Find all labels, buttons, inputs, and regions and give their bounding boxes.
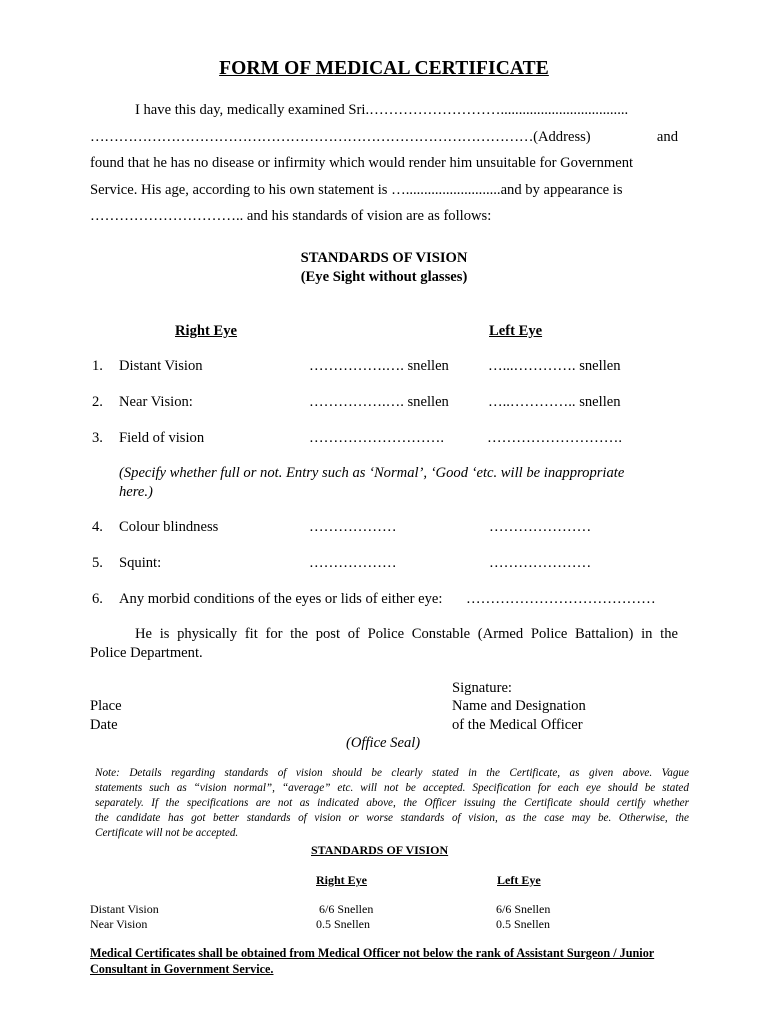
standards-row-right: 6/6 Snellen bbox=[319, 902, 374, 916]
document-title: FORM OF MEDICAL CERTIFICATE bbox=[219, 58, 549, 79]
standards-row-left: 0.5 Snellen bbox=[496, 917, 550, 931]
item-label: Near Vision: bbox=[119, 394, 193, 410]
standards-row-label: Near Vision bbox=[90, 917, 148, 931]
specify-note-line-2: here.) bbox=[119, 484, 153, 500]
item-number: 1. bbox=[92, 358, 103, 374]
place-label: Place bbox=[90, 698, 122, 714]
item-label: Field of vision bbox=[119, 430, 205, 446]
note-line-4: the candidate has got better standards of vision or worse standards of vision, as the case may be. Otherwise, the bbox=[95, 812, 689, 825]
item-label: Squint: bbox=[119, 555, 162, 571]
intro-and: and bbox=[656, 128, 678, 145]
right-eye-field: ………………………. bbox=[309, 430, 444, 446]
note-line-3: separately. If the specifications are not as indicated above, the Officer issuing the Certificate should certify whether bbox=[95, 797, 689, 810]
name-designation-label: Name and Designation bbox=[452, 698, 586, 714]
standards-left-eye-header: Left Eye bbox=[497, 873, 541, 887]
specify-note-line-1: (Specify whether full or not. Entry such as ‘Normal’, ‘Good ‘etc. will be inappropriate bbox=[119, 465, 625, 481]
morbid-conditions-field: ………………………………… bbox=[466, 591, 656, 607]
item-number: 4. bbox=[92, 519, 103, 535]
standards-row-label: Distant Vision bbox=[90, 902, 159, 916]
left-eye-field: ………………… bbox=[489, 519, 592, 535]
item-number: 5. bbox=[92, 555, 103, 571]
standards-table-heading: STANDARDS OF VISION bbox=[311, 843, 449, 857]
item-label: Colour blindness bbox=[119, 519, 219, 535]
item-number: 6. bbox=[92, 591, 103, 607]
fitness-line-1: He is physically fit for the post of Police Constable (Armed Police Battalion) in the bbox=[135, 626, 678, 642]
intro-line-1: I have this day, medically examined Sri.………………………................................... bbox=[135, 102, 629, 118]
item-label: Any morbid conditions of the eyes or lids of either eye: bbox=[119, 591, 443, 607]
note-line-5: Certificate will not be accepted. bbox=[95, 827, 239, 840]
intro-line-5: ………………………….. and his standards of vision are as follows: bbox=[90, 208, 492, 224]
standards-row-left: 6/6 Snellen bbox=[496, 902, 551, 916]
medical-officer-label: of the Medical Officer bbox=[452, 717, 583, 733]
item-label: Distant Vision bbox=[119, 358, 203, 374]
vision-heading: STANDARDS OF VISION bbox=[300, 250, 468, 266]
intro-line-2 bbox=[90, 124, 678, 151]
address-label: (Address) bbox=[533, 128, 591, 145]
final-requirement-note: Medical Certificates shall be obtained from Medical Officer not below the rank of Assistant Surgeon / Junior Consultant in Government Service. bbox=[90, 946, 655, 976]
left-eye-field: …..………….. snellen bbox=[488, 394, 621, 410]
left-eye-field: …...…………. snellen bbox=[488, 358, 621, 374]
date-label: Date bbox=[90, 717, 118, 733]
fitness-line-2: Police Department. bbox=[90, 645, 203, 661]
vision-standards-note bbox=[95, 766, 689, 841]
address-blank: ………………………………………………………………………………… bbox=[90, 128, 534, 145]
standards-right-eye-header: Right Eye bbox=[316, 873, 367, 887]
right-eye-field: ……………… bbox=[309, 519, 397, 535]
right-eye-header: Right Eye bbox=[175, 323, 238, 339]
right-eye-field: …………….…. snellen bbox=[309, 358, 449, 374]
intro-line-3: found that he has no disease or infirmity which would render him unsuitable for Government bbox=[90, 155, 634, 171]
right-eye-field: ……………… bbox=[309, 555, 397, 571]
note-line-2: statements such as “vision normal”, “average” etc. will not be accepted. Specification for each eye should be stated bbox=[95, 782, 689, 795]
note-line-1: Note: Details regarding standards of vision should be clearly stated in the Certificate, as given above. Vague bbox=[95, 767, 689, 779]
office-seal-label: (Office Seal) bbox=[346, 735, 421, 751]
vision-subheading: (Eye Sight without glasses) bbox=[300, 269, 468, 285]
right-eye-field: …………….…. snellen bbox=[309, 394, 449, 410]
intro-line-4: Service. His age, according to his own statement is …..........................and by appearance is bbox=[90, 181, 623, 198]
item-number: 2. bbox=[92, 394, 103, 410]
signature-label: Signature: bbox=[452, 680, 512, 696]
left-eye-field: ………………………. bbox=[487, 430, 622, 446]
left-eye-field: ………………… bbox=[489, 555, 592, 571]
standards-row-right: 0.5 Snellen bbox=[316, 917, 370, 931]
left-eye-header: Left Eye bbox=[489, 323, 543, 339]
item-number: 3. bbox=[92, 430, 103, 446]
intro-paragraph bbox=[90, 97, 678, 230]
